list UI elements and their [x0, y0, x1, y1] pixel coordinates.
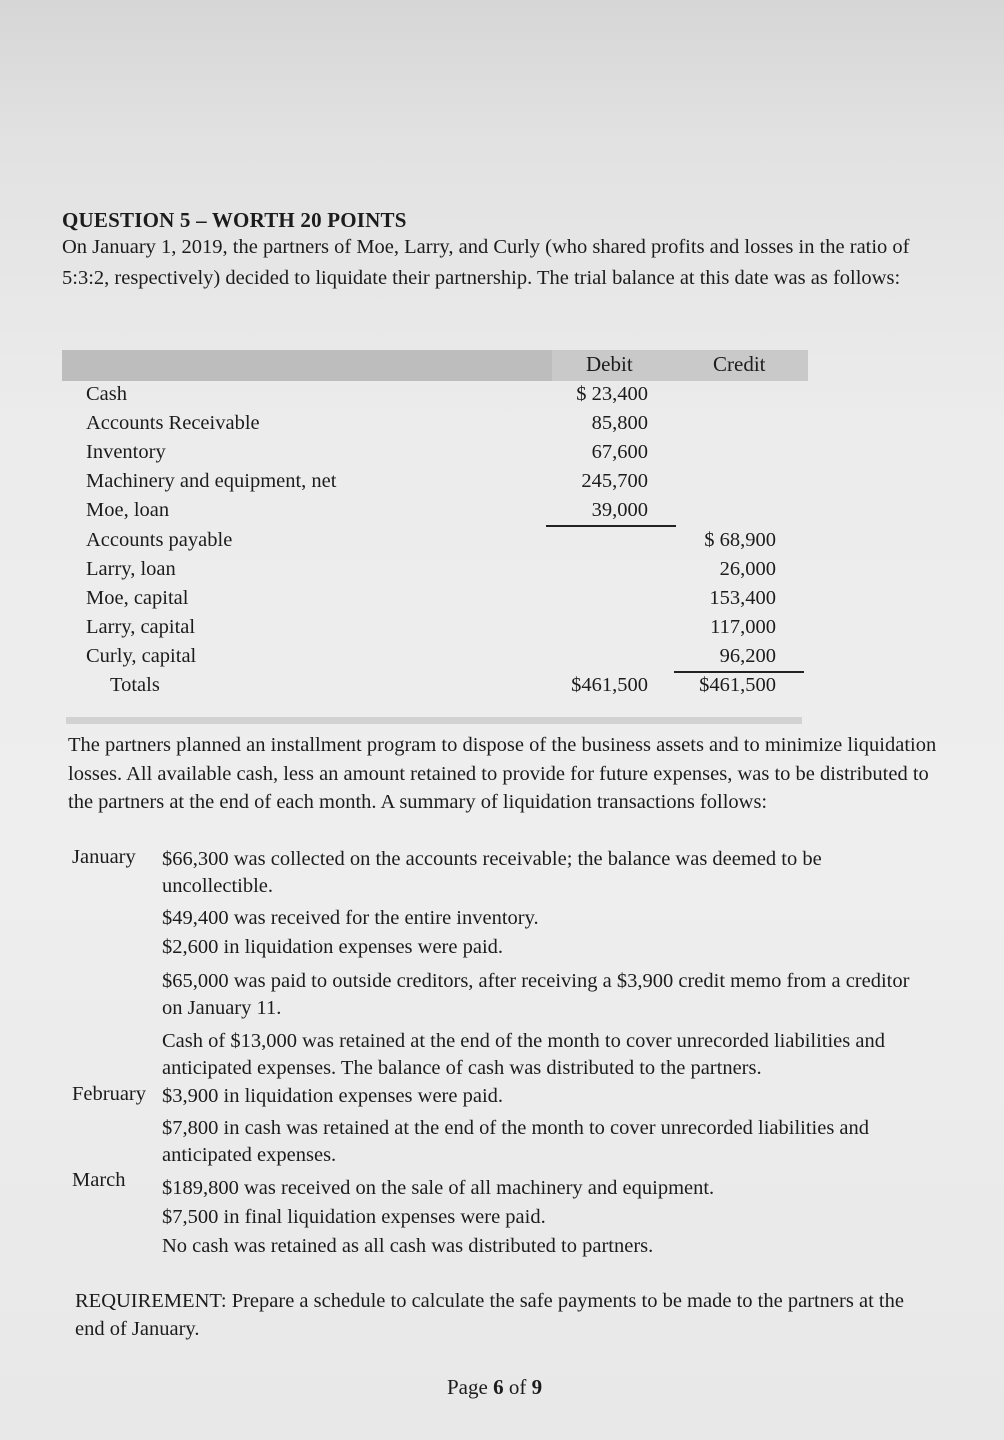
account-name: Inventory: [86, 441, 166, 463]
month-label-january: January: [72, 846, 136, 868]
requirement: [75, 1287, 925, 1343]
credit-amount: 117,000: [710, 616, 776, 638]
transaction-item: Cash of $13,000 was retained at the end of the month to cover unrecorded liabilities and anticipated expenses. The balance of cash was distributed to the partners.: [162, 1030, 885, 1079]
credit-amount: $ 68,900: [704, 529, 776, 551]
question-intro: On January 1, 2019, the partners of Moe, Larry, and Curly (who shared profits and losses in the ratio of 5:3:2, respectively) decided to liquidate their partnership. The trial balance at this date was as follows:: [62, 236, 910, 289]
table-row: [0, 558, 1004, 587]
table-header-band-left: [62, 350, 552, 381]
month-label-february: February: [72, 1083, 147, 1105]
account-name: Accounts Receivable: [86, 412, 260, 434]
credit-amount: 153,400: [709, 587, 776, 609]
liquidation-narrative: The partners planned an installment program to dispose of the business assets and to minimize liquidation losses. All available cash, less an amount retained to provide for future expenses, was to be distributed to the partners at the end of each month. A summary of liquidation transactions follows:: [68, 734, 937, 813]
table-row: [0, 587, 1004, 616]
credit-amount: 96,200: [719, 645, 776, 667]
debit-amount: 245,700: [581, 470, 648, 492]
debit-amount: 67,600: [591, 441, 648, 463]
current-page: 6: [493, 1375, 504, 1399]
requirement-label: REQUIREMENT:: [75, 1290, 227, 1312]
transaction-item: $3,900 in liquidation expenses were paid.: [162, 1085, 504, 1107]
debit-amount: 39,000: [591, 499, 648, 521]
debit-amount: $ 23,400: [576, 383, 648, 405]
transaction-item: $7,800 in cash was retained at the end of the month to cover unrecorded liabilities and anticipated expenses.: [162, 1117, 870, 1166]
table-row: [0, 616, 1004, 645]
transaction-item: $189,800 was received on the sale of all machinery and equipment.: [162, 1177, 715, 1199]
table-row: [0, 529, 1004, 558]
account-name: Machinery and equipment, net: [86, 470, 337, 492]
debit-total: $461,500: [571, 674, 648, 696]
question-title: QUESTION 5 – WORTH 20 POINTS: [62, 208, 407, 232]
totals-label: Totals: [110, 674, 160, 696]
table-bottom-band: [66, 717, 802, 724]
table-row: [0, 412, 1004, 441]
credit-column-header: Credit: [713, 352, 766, 376]
account-name: Larry, loan: [86, 558, 176, 580]
month-label-march: March: [72, 1169, 126, 1191]
page-number: [447, 1375, 542, 1400]
table-row: [0, 383, 1004, 412]
debit-subtotal-rule: [546, 525, 676, 527]
account-name: Accounts payable: [86, 529, 233, 551]
table-row: [0, 470, 1004, 499]
transaction-item: $65,000 was paid to outside creditors, after receiving a $3,900 credit memo from a creditor on January 11.: [162, 970, 910, 1019]
credit-amount: 26,000: [719, 558, 776, 580]
total-pages: 9: [531, 1375, 543, 1399]
transaction-item: $49,400 was received for the entire inventory.: [162, 907, 539, 929]
debit-amount: 85,800: [591, 412, 648, 434]
debit-column-header: Debit: [586, 352, 633, 376]
page-prefix: Page: [447, 1375, 494, 1399]
account-name: Cash: [86, 383, 127, 405]
requirement-text: Prepare a schedule to calculate the safe payments to be made to the partners at the end of January.: [75, 1290, 904, 1340]
transaction-item: $66,300 was collected on the accounts receivable; the balance was deemed to be uncollectible.: [162, 848, 822, 897]
page-middle: of: [503, 1375, 532, 1399]
table-row: [0, 499, 1004, 528]
account-name: Larry, capital: [86, 616, 196, 638]
account-name: Moe, capital: [86, 587, 189, 609]
transaction-item: No cash was retained as all cash was distributed to partners.: [162, 1235, 654, 1257]
totals-row: [0, 674, 1004, 703]
account-name: Moe, loan: [86, 499, 170, 521]
account-name: Curly, capital: [86, 645, 197, 667]
transaction-item: $2,600 in liquidation expenses were paid.: [162, 936, 504, 958]
table-row: [0, 645, 1004, 674]
transaction-item: $7,500 in final liquidation expenses were paid.: [162, 1206, 546, 1228]
credit-subtotal-rule: [674, 671, 804, 673]
credit-total: $461,500: [699, 674, 776, 696]
table-row: [0, 441, 1004, 470]
